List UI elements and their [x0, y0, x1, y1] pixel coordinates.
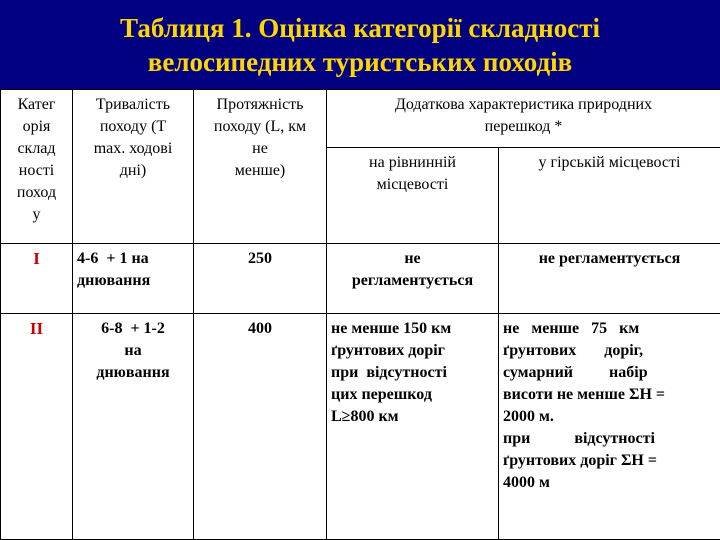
- header-category-line: ності: [18, 162, 55, 179]
- plain-line: L≥800 км: [331, 408, 399, 425]
- header-length: [194, 90, 327, 244]
- header-length-line: походу (L, км: [213, 118, 307, 135]
- duration-line: 6-8 + 1-2: [101, 320, 165, 337]
- header-additional-line: перешкод *: [484, 118, 563, 135]
- duration-line: 4-6 + 1 на: [77, 250, 149, 267]
- duration-cell: [73, 314, 194, 540]
- difficulty-table: [0, 89, 720, 540]
- header-duration-line: Тривалість: [95, 96, 171, 113]
- header-duration-line: max. ходові: [93, 140, 173, 157]
- header-length-line: не: [252, 140, 268, 157]
- header-category-line: у: [32, 206, 41, 223]
- header-length-line: Протяжність: [216, 96, 304, 113]
- duration-line: на: [124, 342, 142, 359]
- header-length-line: менше): [234, 162, 286, 179]
- plain-line: не менше 150 км: [331, 320, 452, 337]
- page-title-line-1: Таблиця 1. Оцінка категорії складності: [119, 12, 600, 43]
- plain-line: регламентується: [351, 272, 474, 289]
- header-additional: [327, 90, 720, 148]
- category-cell: І: [1, 244, 73, 314]
- mountain-line: при відсутності: [503, 430, 655, 447]
- plain-line: ґрунтових доріг: [331, 342, 445, 359]
- mountain-cell: [499, 314, 720, 540]
- plain-line: не: [404, 250, 421, 267]
- header-category-line: орія: [22, 118, 51, 135]
- duration-cell: [73, 244, 194, 314]
- table-row: [1, 244, 720, 314]
- header-plain-line: на рівнинній: [369, 154, 456, 171]
- mountain-line: 2000 м.: [503, 408, 554, 425]
- length-cell: 400: [194, 314, 327, 540]
- plain-line: при відсутності: [331, 364, 447, 381]
- plain-cell: [327, 244, 499, 314]
- header-category-line: склад: [17, 140, 56, 157]
- title-banner: [0, 0, 720, 89]
- header-category-line: поход: [16, 184, 57, 201]
- mountain-cell: [499, 244, 720, 314]
- header-duration-line: походу (Т: [99, 118, 167, 135]
- page-title-line-2: велосипедних туристських походів: [147, 46, 573, 77]
- duration-line: днювання: [77, 272, 151, 289]
- length-cell: 250: [194, 244, 327, 314]
- mountain-line: ґрунтових доріг ΣН =: [503, 452, 657, 469]
- duration-line: днювання: [96, 364, 170, 381]
- table-row: [1, 314, 720, 540]
- header-category: [1, 90, 73, 244]
- category-cell: ІІ: [1, 314, 73, 540]
- header-plain: [327, 148, 499, 244]
- plain-cell: [327, 314, 499, 540]
- header-additional-line: Додаткова характеристика природних: [394, 96, 653, 113]
- header-category-line: Катег: [17, 96, 56, 113]
- mountain-line: ґрунтових доріг,: [503, 342, 644, 359]
- header-mountain: [499, 148, 720, 244]
- mountain-line: висоти не менше ΣН =: [503, 386, 665, 403]
- mountain-line: не регламентується: [538, 250, 681, 267]
- mountain-line: 4000 м: [503, 474, 550, 491]
- plain-line: цих перешкод: [331, 386, 432, 403]
- mountain-line: сумарний набір: [503, 364, 648, 381]
- header-mountain-line: у гірській місцевості: [538, 154, 681, 171]
- header-plain-line: місцевості: [376, 176, 449, 193]
- header-duration: [73, 90, 194, 244]
- header-duration-line: дні): [119, 162, 147, 179]
- mountain-line: не менше 75 км: [503, 320, 640, 337]
